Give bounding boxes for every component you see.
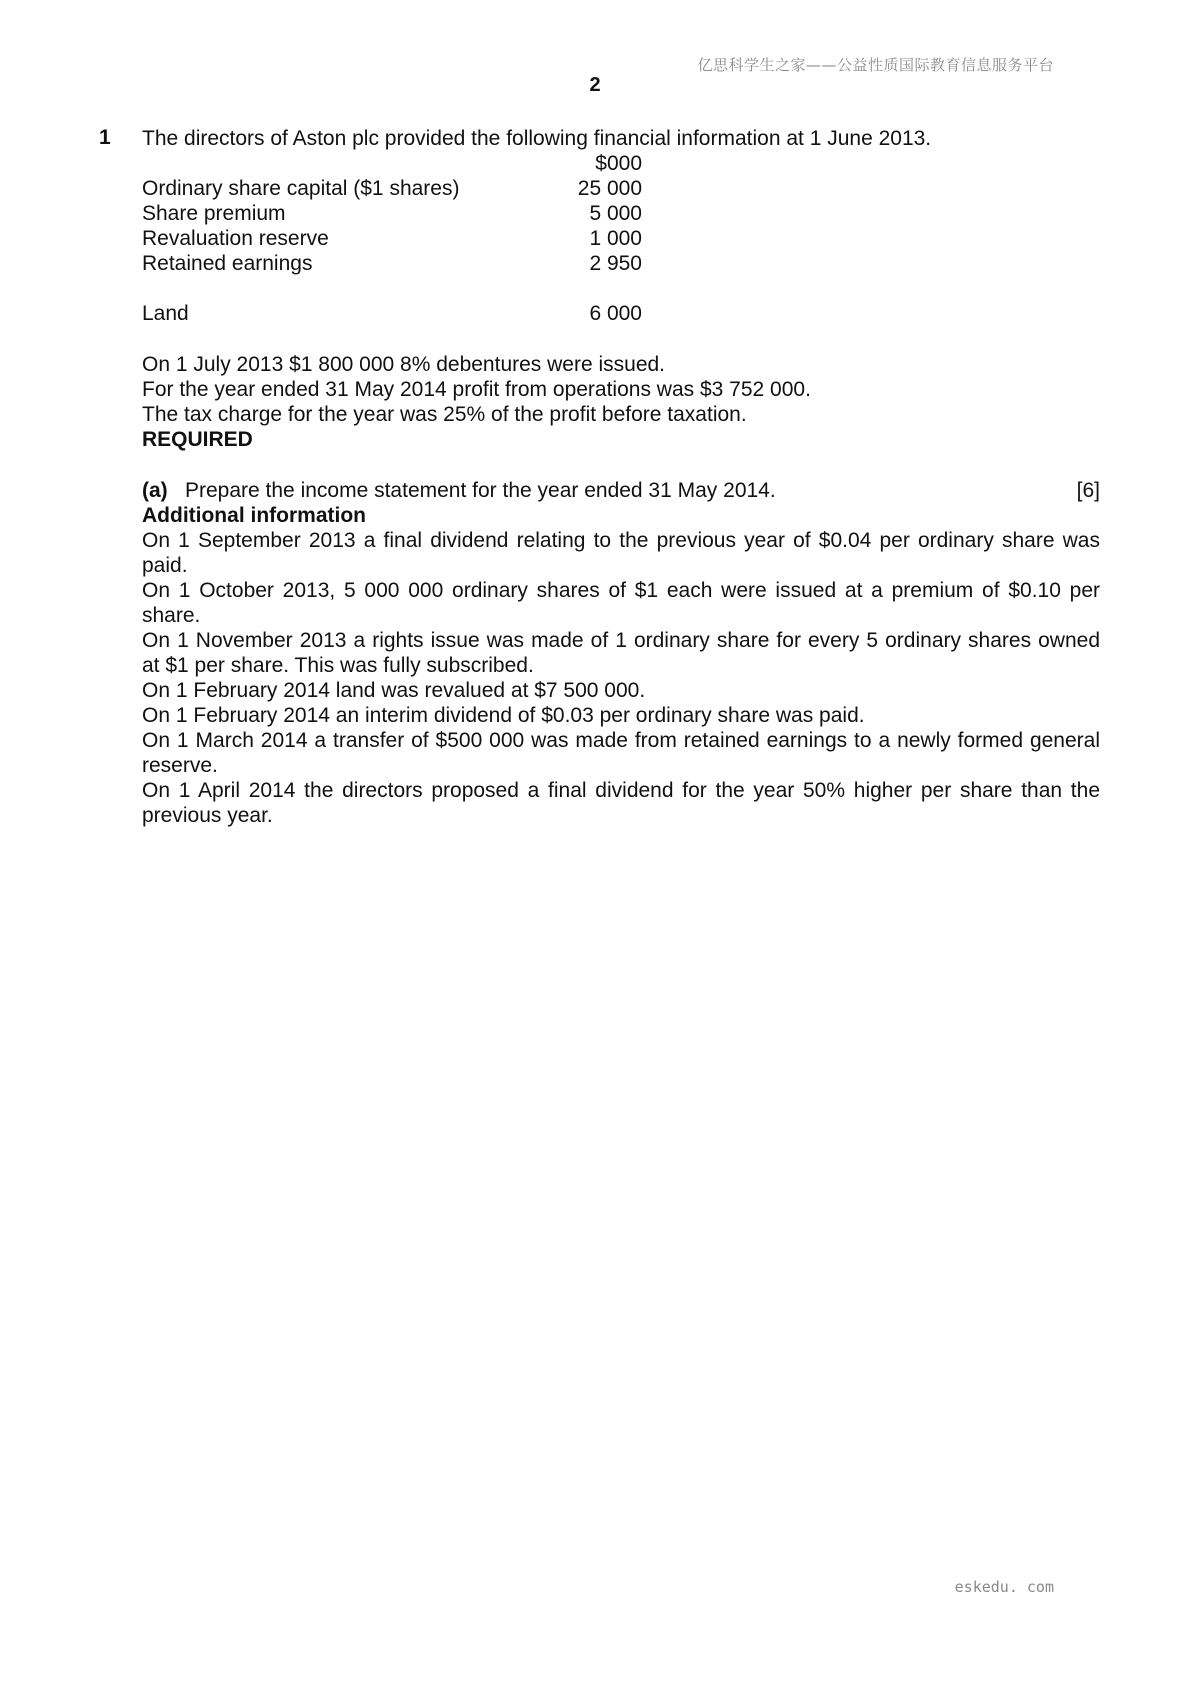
table-row-value: 25 000 <box>577 177 642 200</box>
table-row <box>142 251 642 276</box>
financial-table <box>142 151 642 326</box>
facts-block <box>142 352 1100 427</box>
table-row-value: 2 950 <box>589 252 642 275</box>
page-number: 2 <box>589 74 601 96</box>
part-a-text: Prepare the income statement for the year ended 31 May 2014. <box>185 479 776 502</box>
table-row-value: 1 000 <box>589 227 642 250</box>
table-row <box>142 176 642 201</box>
additional-paragraph: On 1 February 2014 land was revalued at $7 500 000. <box>142 679 646 702</box>
additional-info-heading: Additional information <box>142 504 366 527</box>
footer-watermark: eskedu. com <box>954 1578 1054 1596</box>
required-heading: REQUIRED <box>142 428 253 451</box>
table-header-row <box>142 151 642 176</box>
additional-paragraph: On 1 April 2014 the directors proposed a final dividend for the year 50% higher per share than the previous year. <box>142 779 1100 827</box>
fact-line: For the year ended 31 May 2014 profit from operations was $3 752 000. <box>142 378 811 401</box>
header-watermark: 亿思科学生之家——公益性质国际教育信息服务平台 <box>697 56 1054 74</box>
question-number: 1 <box>99 126 111 149</box>
table-row-label: Share premium <box>142 202 286 225</box>
table-row-label: Land <box>142 302 189 325</box>
part-a <box>142 478 1100 503</box>
table-row-label: Revaluation reserve <box>142 227 329 250</box>
fact-line: On 1 July 2013 $1 800 000 8% debentures were issued. <box>142 353 666 376</box>
table-row-label: Ordinary share capital ($1 shares) <box>142 177 460 200</box>
table-row-land <box>142 301 642 326</box>
additional-paragraph: On 1 November 2013 a rights issue was made of 1 ordinary share for every 5 ordinary shares owned at $1 per share. This was fully subscribed. <box>142 629 1100 677</box>
additional-paragraph: On 1 February 2014 an interim dividend of $0.03 per ordinary share was paid. <box>142 704 865 727</box>
table-row-value: 6 000 <box>589 302 642 325</box>
additional-paragraph: On 1 October 2013, 5 000 000 ordinary shares of $1 each were issued at a premium of $0.10 per share. <box>142 579 1100 627</box>
question-body <box>142 126 1100 828</box>
table-row-label: Retained earnings <box>142 252 313 275</box>
additional-paragraph: On 1 September 2013 a final dividend relating to the previous year of $0.04 per ordinary share was paid. <box>142 529 1100 577</box>
part-a-marks: [6] <box>1076 479 1100 502</box>
table-row <box>142 226 642 251</box>
part-a-label: (a) <box>142 479 168 502</box>
question-intro: The directors of Aston plc provided the following financial information at 1 June 2013. <box>142 127 932 150</box>
table-unit-header: $000 <box>595 152 642 175</box>
table-row-value: 5 000 <box>589 202 642 225</box>
fact-line: The tax charge for the year was 25% of the profit before taxation. <box>142 403 747 426</box>
table-row <box>142 201 642 226</box>
additional-paragraph: On 1 March 2014 a transfer of $500 000 was made from retained earnings to a newly formed general reserve. <box>142 729 1100 777</box>
